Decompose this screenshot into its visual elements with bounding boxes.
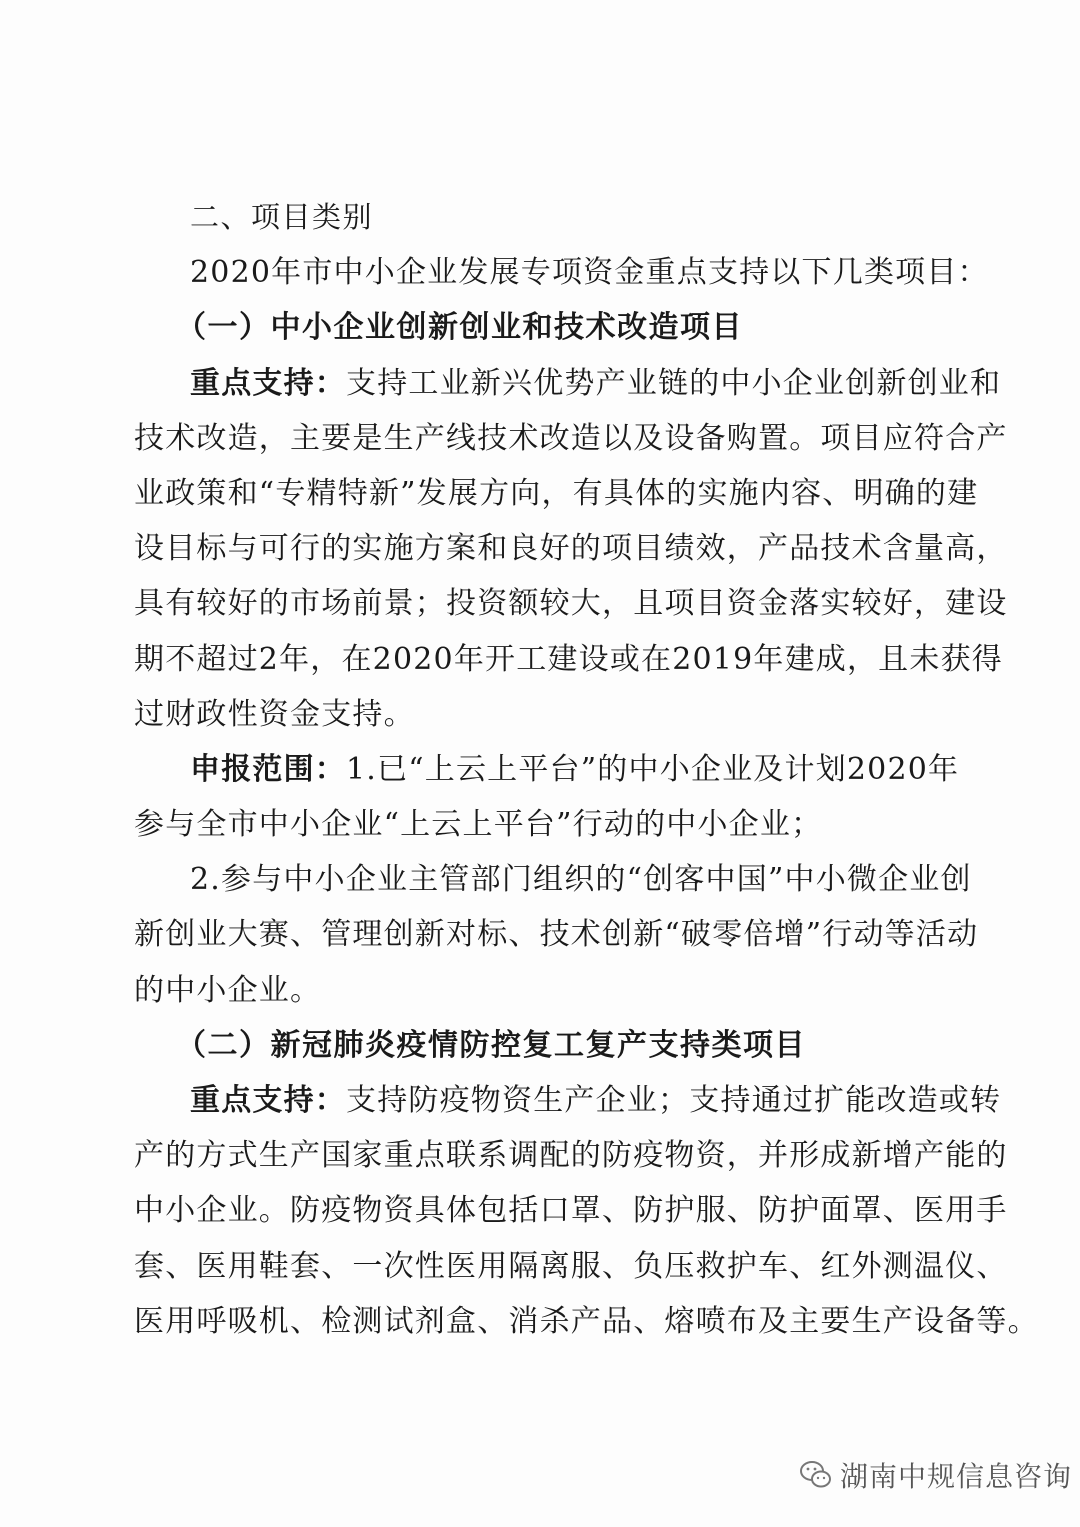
wechat-icon — [800, 1460, 832, 1490]
focus-label: 重点支持： — [190, 365, 346, 401]
category1-heading: （一）中小企业创新创业和技术改造项目 — [176, 310, 743, 346]
scope-text: 1.已“上云上平台”的中小企业及计划2020年 — [346, 751, 960, 787]
category1-scope-line: 2.参与中小企业主管部门组织的“创客中国”中小微企业创 — [190, 862, 972, 898]
category1-focus-line: 技术改造，主要是生产线技术改造以及设备购置。项目应符合产 — [134, 420, 1008, 456]
watermark — [800, 1455, 1072, 1495]
category1-focus-line: 具有较好的市场前景；投资额较大，且项目资金落实较好，建设 — [134, 586, 1008, 622]
category2-focus-line: 套、医用鞋套、一次性医用隔离服、负压救护车、红外测温仪、 — [134, 1248, 1008, 1284]
category1-focus-line: 业政策和“专精特新”发展方向，有具体的实施内容、明确的建 — [134, 475, 979, 511]
category1-focus-line — [134, 356, 1002, 411]
category1-scope-line: 参与全市中小企业“上云上平台”行动的中小企业； — [134, 807, 823, 843]
intro-paragraph: 2020年市中小企业发展专项资金重点支持以下几类项目： — [190, 255, 989, 291]
category2-focus-line: 产的方式生产国家重点联系调配的防疫物资，并形成新增产能的 — [134, 1138, 1008, 1174]
category2-focus-line — [134, 1073, 1002, 1128]
category1-scope-line — [134, 742, 960, 797]
category1-focus-line: 设目标与可行的实施方案和良好的项目绩效，产品技术含量高， — [134, 531, 1008, 567]
category2-focus-line: 中小企业。防疫物资具体包括口罩、防护服、防护面罩、医用手 — [134, 1193, 1008, 1229]
category1-focus-line: 期不超过2年，在2020年开工建设或在2019年建成，且未获得 — [134, 641, 1003, 677]
category2-heading: （二）新冠肺炎疫情防控复工复产支持类项目 — [176, 1027, 806, 1063]
document-body — [134, 190, 1039, 1349]
category1-scope-line: 新创业大赛、管理创新对标、技术创新“破零倍增”行动等活动 — [134, 917, 979, 953]
section-title: 二、项目类别 — [190, 200, 374, 234]
focus-text: 支持工业新兴优势产业链的中小企业创新创业和 — [346, 365, 1002, 401]
scope-label: 申报范围： — [190, 751, 346, 787]
focus-text: 支持防疫物资生产企业；支持通过扩能改造或转 — [346, 1083, 1002, 1118]
category2-focus-line: 医用呼吸机、检测试剂盒、消杀产品、熔喷布及主要生产设备等。 — [134, 1303, 1039, 1339]
category1-focus-line: 过财政性资金支持。 — [134, 696, 415, 732]
watermark-text: 湖南中规信息咨询 — [840, 1460, 1073, 1493]
focus-label: 重点支持： — [190, 1083, 346, 1118]
category1-scope-line: 的中小企业。 — [134, 972, 322, 1008]
